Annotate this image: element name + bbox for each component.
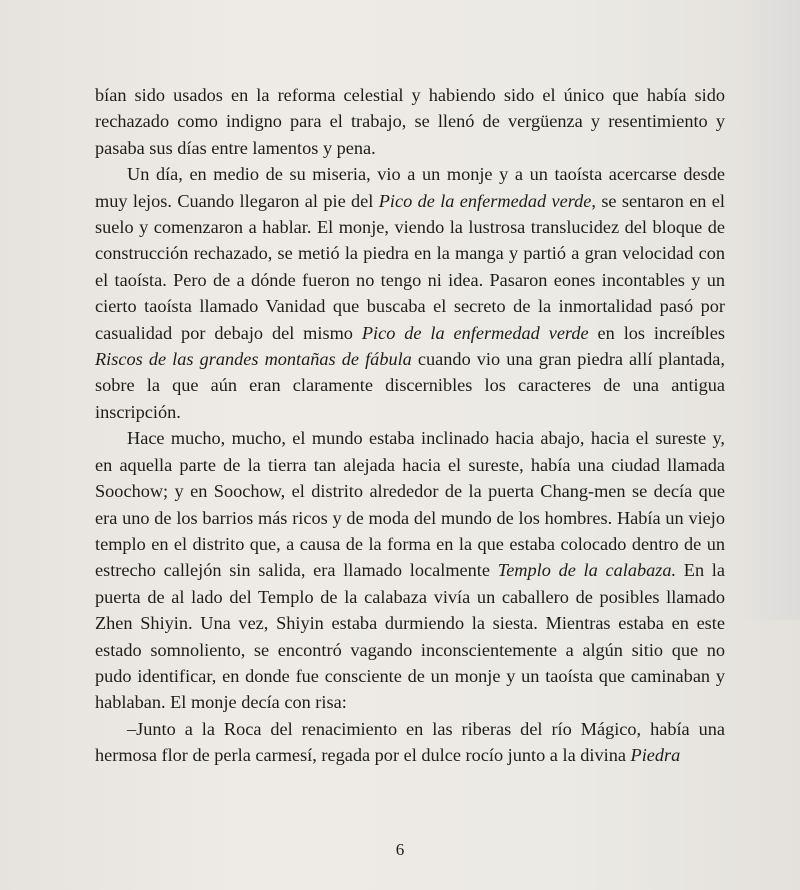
text-segment: Un día, en medio de su miseria, vio a un monje y a un taoísta acercarse desde muy lejos. Cuando llegaron al pie del (95, 164, 725, 211)
paragraph-3 (95, 425, 725, 715)
text-segment: en los increíbles (588, 322, 725, 343)
text-segment: En la puerta de al lado del Templo de la calabaza vivía un caballero de posibles llamado Zhen Shiyin. Una vez, Shiyin estaba durmiendo la siesta. Mientras estaba en este estado somnoliento, se encontró vagando inconscientemente a algún sitio que no pudo identificar, en donde fue consciente de un monje y un taoísta que caminaban y hablaban. El monje decía con risa: (95, 560, 725, 713)
italic-title: Templo de la calabaza. (497, 560, 677, 581)
body-text (95, 82, 725, 769)
text-segment: bían sido usados en la reforma celestial y habiendo sido el único que había sido rechazado como indigno para el trabajo, se llenó de vergüenza y resentimiento y pasaba sus días entre lamentos y pena. (95, 85, 725, 158)
italic-title: Piedra (630, 745, 681, 766)
text-segment: –Junto a la Roca del renacimiento en las riberas del río Mágico, había una hermosa flor de perla carmesí, regada por el dulce rocío junto a la divina (95, 718, 725, 766)
page-number: 6 (395, 840, 405, 859)
text-segment: , se sentaron en el suelo y comenzaron a hablar. El monje, viendo la lustrosa translucidez del bloque de construcción rechazado, se metió la piedra en la manga y partió a gran velocidad con el taoísta. Pero de a dónde fueron no tengo ni idea. Pasaron eones incontables y un cierto taoísta llamado Vanidad que buscaba el secreto de la inmortalidad pasó por casualidad por debajo del mismo (95, 190, 726, 343)
paragraph-4 (95, 716, 725, 769)
page-edge-shadow (740, 0, 800, 620)
italic-title: Pico de la enfermedad verde (378, 190, 592, 211)
paragraph-1 (95, 82, 725, 161)
italic-title: Pico de la enfermedad verde (361, 322, 589, 343)
paragraph-2 (95, 161, 725, 425)
text-segment: cuando vio una gran piedra allí plantada, sobre la que aún eran claramente discernibles los caracteres de una antigua inscripción. (95, 349, 725, 422)
text-segment: Hace mucho, mucho, el mundo estaba inclinado hacia abajo, hacia el sureste y, en aquella parte de la tierra tan alejada hacia el sureste, había una ciudad llamada Soochow; y en Soochow, el distrito alrededor de la puerta Chang-men se decía que era uno de los barrios más ricos y de moda del mundo de los hombres. Había un viejo templo en el distrito que, a causa de la forma en la que estaba colocado dentro de un estrecho callejón sin salida, era llamado localmente (95, 428, 725, 581)
italic-title: Riscos de las grandes montañas de fábula (95, 349, 412, 370)
